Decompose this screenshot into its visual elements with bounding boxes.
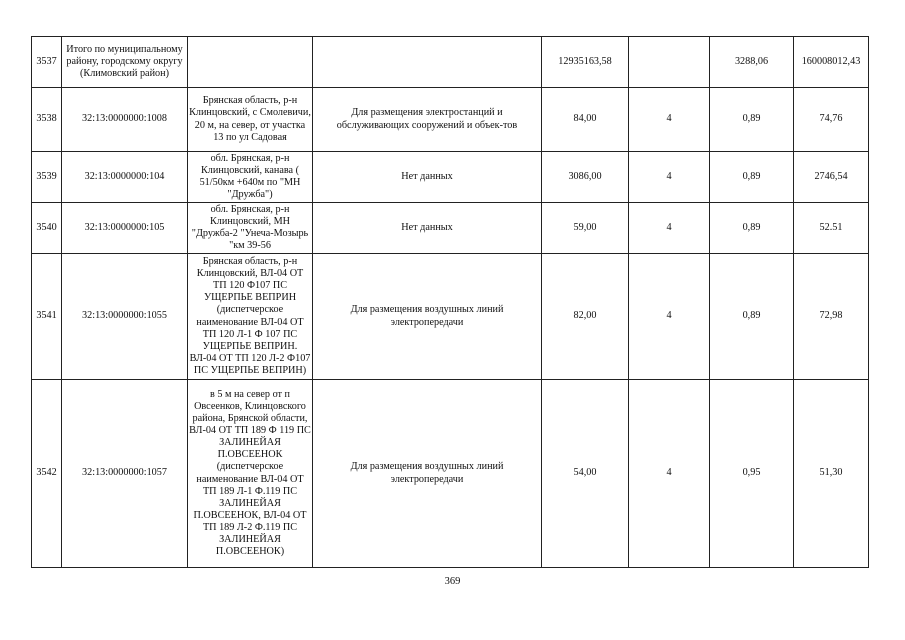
cadastral-number-cell: 32:13:0000000:1057 <box>62 380 188 568</box>
purpose-cell: Для размещения электростанций и обслуживающих сооружений и объек-тов <box>313 88 542 152</box>
land-valuation-table <box>31 36 869 568</box>
row-number-cell: 3542 <box>32 380 62 568</box>
address-cell: Брянская область, р-н Клинцовский, с Смолевичи, 20 м, на север, от участка 13 по ул Садовая <box>188 88 313 152</box>
table-row <box>32 152 869 203</box>
area-cell: 12935163,58 <box>542 37 629 88</box>
address-cell <box>188 37 313 88</box>
coefficient-cell: 0,89 <box>710 152 794 203</box>
row-number-cell: 3540 <box>32 203 62 254</box>
row-number-cell: 3538 <box>32 88 62 152</box>
address-cell: Брянская область, р-н Клинцовский, ВЛ-04 ОТ ТП 120 Ф107 ПС УЩЕРПЬЕ ВЕПРИН (диспетчерское наименование ВЛ-04 ОТ ТП 120 Л-1 Ф 107 ПС УЩЕРПЬЕ ВЕПРИН. ВЛ-04 ОТ ТП 120 Л-2 Ф107 ПС УЩЕРПЬЕ ВЕПРИН) <box>188 254 313 380</box>
table-row <box>32 254 869 380</box>
category-cell: 4 <box>629 88 710 152</box>
cadastral-number-cell: 32:13:0000000:105 <box>62 203 188 254</box>
area-cell: 59,00 <box>542 203 629 254</box>
coefficient-cell: 3288,06 <box>710 37 794 88</box>
cadastral-value-cell: 72,98 <box>794 254 869 380</box>
cadastral-value-cell: 52.51 <box>794 203 869 254</box>
purpose-cell: Нет данных <box>313 152 542 203</box>
table-row <box>32 37 869 88</box>
cadastral-number-cell: Итого по муниципальному району, городскому округу (Климовский район) <box>62 37 188 88</box>
area-cell: 54,00 <box>542 380 629 568</box>
cadastral-number-cell: 32:13:0000000:104 <box>62 152 188 203</box>
table-row <box>32 203 869 254</box>
address-cell: в 5 м на север от п Овсеенков, Клинцовского района, Брянской области, ВЛ-04 ОТ ТП 189 Ф 119 ПС ЗАЛИНЕЙАЯ П.ОВСЕЕНОК (диспетчерское наименование ВЛ-04 ОТ ТП 189 Л-1 Ф.119 ПС ЗАЛИНЕЙАЯ П.ОВСЕЕНОК, ВЛ-04 ОТ ТП 189 Л-2 Ф.119 ПС ЗАЛИНЕЙАЯ П.ОВСЕЕНОК) <box>188 380 313 568</box>
row-number-cell: 3539 <box>32 152 62 203</box>
coefficient-cell: 0,95 <box>710 380 794 568</box>
address-cell: обл. Брянская, р-н Клинцовский, МН "Дружба-2 "Унеча-Мозырь "км 39-56 <box>188 203 313 254</box>
cadastral-number-cell: 32:13:0000000:1055 <box>62 254 188 380</box>
coefficient-cell: 0,89 <box>710 203 794 254</box>
row-number-cell: 3541 <box>32 254 62 380</box>
coefficient-cell: 0,89 <box>710 254 794 380</box>
category-cell: 4 <box>629 203 710 254</box>
cadastral-value-cell: 160008012,43 <box>794 37 869 88</box>
area-cell: 84,00 <box>542 88 629 152</box>
cadastral-value-cell: 2746,54 <box>794 152 869 203</box>
table-row <box>32 88 869 152</box>
table-row <box>32 380 869 568</box>
row-number-cell: 3537 <box>32 37 62 88</box>
purpose-cell: Для размещения воздушных линий электропередачи <box>313 254 542 380</box>
category-cell: 4 <box>629 152 710 203</box>
page-number: 369 <box>444 576 461 587</box>
category-cell: 4 <box>629 254 710 380</box>
purpose-cell: Для размещения воздушных линий электропередачи <box>313 380 542 568</box>
purpose-cell <box>313 37 542 88</box>
purpose-cell: Нет данных <box>313 203 542 254</box>
category-cell <box>629 37 710 88</box>
address-cell: обл. Брянская, р-н Клинцовский, канава ( 51/50км +640м по "МН "Дружба") <box>188 152 313 203</box>
cadastral-value-cell: 51,30 <box>794 380 869 568</box>
area-cell: 82,00 <box>542 254 629 380</box>
category-cell: 4 <box>629 380 710 568</box>
cadastral-number-cell: 32:13:0000000:1008 <box>62 88 188 152</box>
area-cell: 3086,00 <box>542 152 629 203</box>
table-body <box>32 37 869 568</box>
coefficient-cell: 0,89 <box>710 88 794 152</box>
cadastral-value-cell: 74,76 <box>794 88 869 152</box>
